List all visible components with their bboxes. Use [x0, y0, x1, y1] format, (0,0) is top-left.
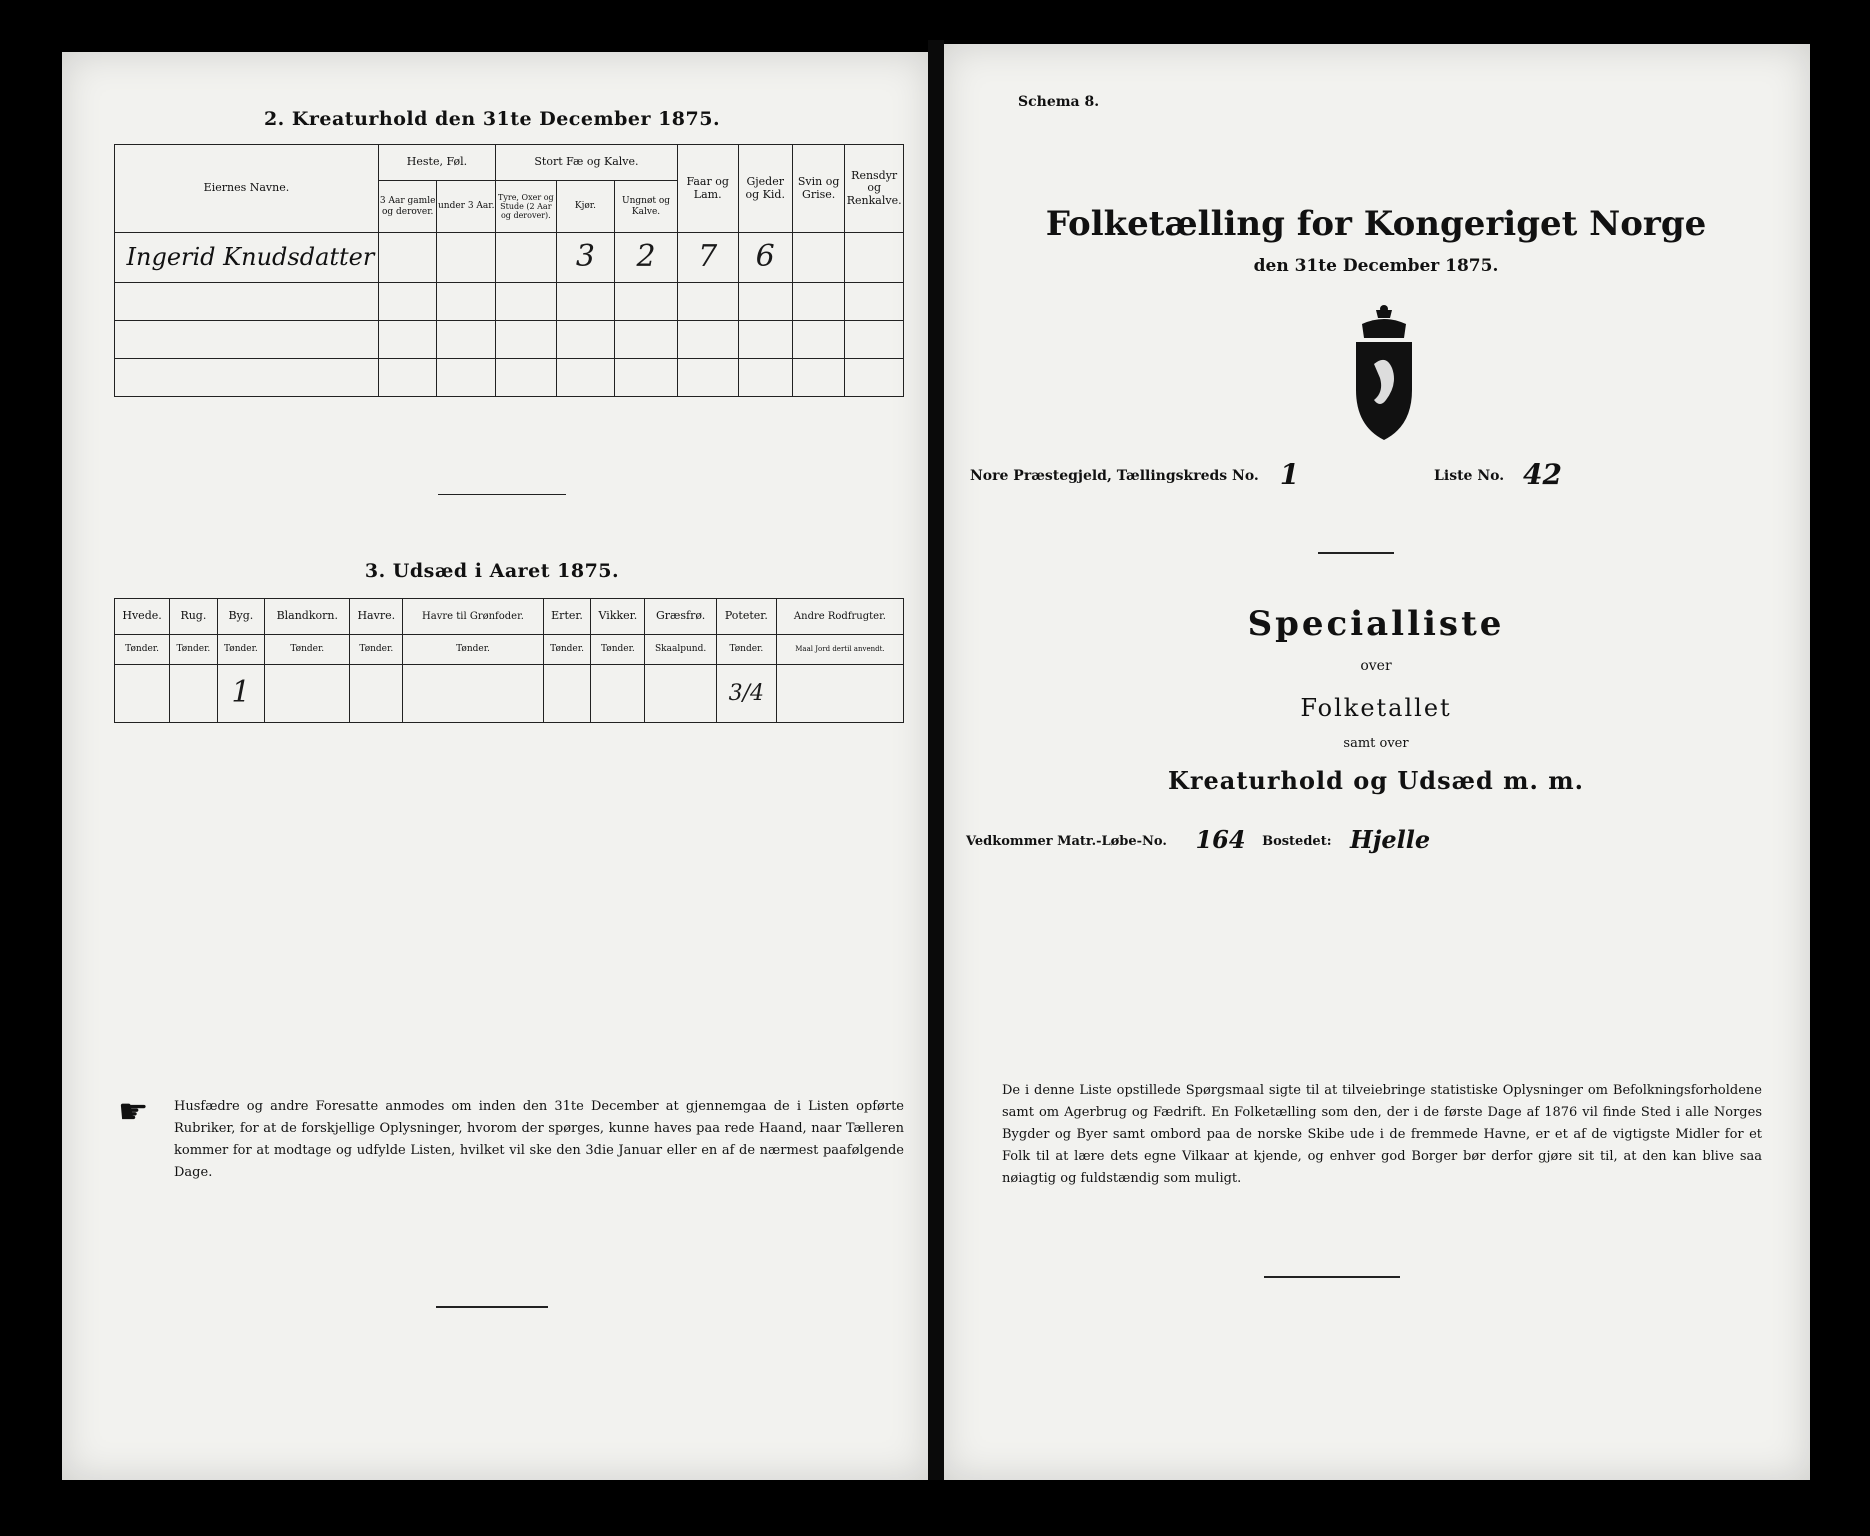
- owner-name: Ingerid Knudsdatter: [115, 233, 379, 283]
- horses-old-cell: [378, 233, 437, 283]
- over-text-2: samt over: [1343, 736, 1409, 751]
- goats-header: Gjeder og Kid.: [738, 145, 792, 233]
- list-label: Liste No.: [1434, 468, 1505, 484]
- young-cell: 2: [615, 233, 678, 283]
- pigs-header: Svin og Grise.: [792, 145, 844, 233]
- date-line: den 31te December 1875.: [1253, 256, 1499, 276]
- seed-value: [350, 665, 403, 723]
- seed-header-grass: Græsfrø.: [645, 599, 716, 635]
- seed-unit: Tønder.: [716, 635, 776, 665]
- reindeer-cell: [845, 233, 904, 283]
- seed-title: 3. Udsæd i Aaret 1875.: [364, 560, 620, 582]
- seed-unit: Tønder.: [217, 635, 265, 665]
- seed-header-mixed: Blandkorn.: [265, 599, 350, 635]
- seed-value: [403, 665, 544, 723]
- divider: [1264, 1276, 1400, 1278]
- book-spine: [928, 40, 944, 1480]
- goats-cell: 6: [738, 233, 792, 283]
- bulls-cell: [496, 233, 557, 283]
- special-heading: Specialliste: [1247, 604, 1505, 644]
- divider: [436, 1306, 548, 1308]
- left-page: [62, 52, 930, 1480]
- seed-value: [265, 665, 350, 723]
- seed-header-peas: Erter.: [543, 599, 591, 635]
- seed-header-roots: Andre Rodfrugter.: [776, 599, 903, 635]
- divider: [438, 494, 566, 495]
- sheep-header: Faar og Lam.: [677, 145, 738, 233]
- bosted-value: Hjelle: [1350, 825, 1431, 854]
- seed-value: [115, 665, 170, 723]
- divider: [1318, 552, 1394, 554]
- seed-value: [543, 665, 591, 723]
- cows-header: Kjør.: [556, 181, 615, 233]
- notice-text: Husfædre og andre Foresatte anmodes om inden den 31te December at gjennemgaa de i Listen opførte Rubriker, for at de forskjellige Oplysninger, hvorom der spørges, kunne haves paa rede Haand, naar Tælleren kommer for at modtage og udfylde Listen, hvilket vil ske den 3die Januar eller en af de nærmest paafølgende Dage.: [174, 1099, 904, 1180]
- list-no: 42: [1522, 458, 1562, 491]
- seed-unit: Tønder.: [543, 635, 591, 665]
- seed-value: [591, 665, 645, 723]
- table-row: [115, 665, 904, 723]
- livestock-table: [114, 144, 904, 397]
- seed-header-potatoes: Poteter.: [716, 599, 776, 635]
- seed-unit: Tønder.: [170, 635, 218, 665]
- seed-unit: Maal Jord dertil anvendt.: [776, 635, 903, 665]
- horses-young-header: under 3 Aar.: [437, 181, 496, 233]
- horses-young-cell: [437, 233, 496, 283]
- cows-cell: 3: [556, 233, 615, 283]
- cattle-header: Stort Fæ og Kalve.: [496, 145, 678, 181]
- seed-value: [170, 665, 218, 723]
- pigs-cell: [792, 233, 844, 283]
- sheep-cell: 7: [677, 233, 738, 283]
- over-text: over: [1360, 658, 1392, 674]
- pointing-hand-icon: ☛: [118, 1092, 149, 1132]
- seed-value: 3/4: [716, 665, 776, 723]
- table-row: [115, 321, 904, 359]
- reindeer-header: Rensdyr og Renkalve.: [845, 145, 904, 233]
- matr-label: Vedkommer Matr.-Løbe-No.: [966, 834, 1167, 849]
- seed-unit: Tønder.: [265, 635, 350, 665]
- owner-header: Eiernes Navne.: [115, 145, 379, 233]
- seed-unit: Skaalpund.: [645, 635, 716, 665]
- seed-header-rye: Rug.: [170, 599, 218, 635]
- seed-unit: Tønder.: [403, 635, 544, 665]
- bulls-header: Tyre, Oxer og Stude (2 Aar og derover).: [496, 181, 557, 233]
- matr-line: [966, 822, 1786, 854]
- seed-unit: Tønder.: [350, 635, 403, 665]
- horses-header: Heste, Føl.: [378, 145, 495, 181]
- main-title: Folketælling for Kongeriget Norge: [1045, 204, 1707, 244]
- seed-unit: Tønder.: [591, 635, 645, 665]
- coat-of-arms-icon: [1334, 304, 1434, 444]
- schema-label: Schema 8.: [1018, 94, 1100, 110]
- seed-header-vetch: Vikker.: [591, 599, 645, 635]
- parish-label: Nore Præstegjeld, Tællingskreds No.: [970, 468, 1259, 484]
- table-row: [115, 359, 904, 397]
- folk-heading: Folketallet: [1300, 694, 1452, 722]
- table-row: [115, 283, 904, 321]
- horses-old-header: 3 Aar gamle og derover.: [378, 181, 437, 233]
- seed-header-oats: Havre.: [350, 599, 403, 635]
- parish-no: 1: [1279, 458, 1300, 491]
- young-cattle-header: Ungnøt og Kalve.: [615, 181, 678, 233]
- right-page: [942, 44, 1810, 1480]
- seed-value: [645, 665, 716, 723]
- seed-value: 1: [217, 665, 265, 723]
- seed-header-barley: Byg.: [217, 599, 265, 635]
- kreatur-heading: Kreaturhold og Udsæd m. m.: [1168, 766, 1584, 795]
- bosted-label: Bostedet:: [1262, 834, 1332, 849]
- parish-line: [970, 454, 1790, 491]
- info-text: De i denne Liste opstillede Spørgsmaal sigte til at tilveiebringe statistiske Oplysninger om Befolkningsforholdene samt om Agerbrug og Fædrift. En Folketælling som den, der i de første Dage af 1876 vil finde Sted i alle Norges Bygder og Byer samt ombord paa de norske Skibe ude i de fremmede Havne, er et af de vigtigste Midler for et Folk til at lære dets egne Vilkaar at kjende, og enhver god Borger bør derfor gjøre sit til, at den kan blive saa nøiagtig og fuldstændig som muligt.: [1002, 1083, 1762, 1186]
- seed-table: [114, 598, 904, 723]
- seed-value: [776, 665, 903, 723]
- seed-unit: Tønder.: [115, 635, 170, 665]
- table-row: [115, 233, 904, 283]
- livestock-title: 2. Kreaturhold den 31te December 1875.: [263, 108, 721, 130]
- seed-header-wheat: Hvede.: [115, 599, 170, 635]
- seed-header-green-oats: Havre til Grønfoder.: [403, 599, 544, 635]
- matr-no: 164: [1195, 825, 1246, 854]
